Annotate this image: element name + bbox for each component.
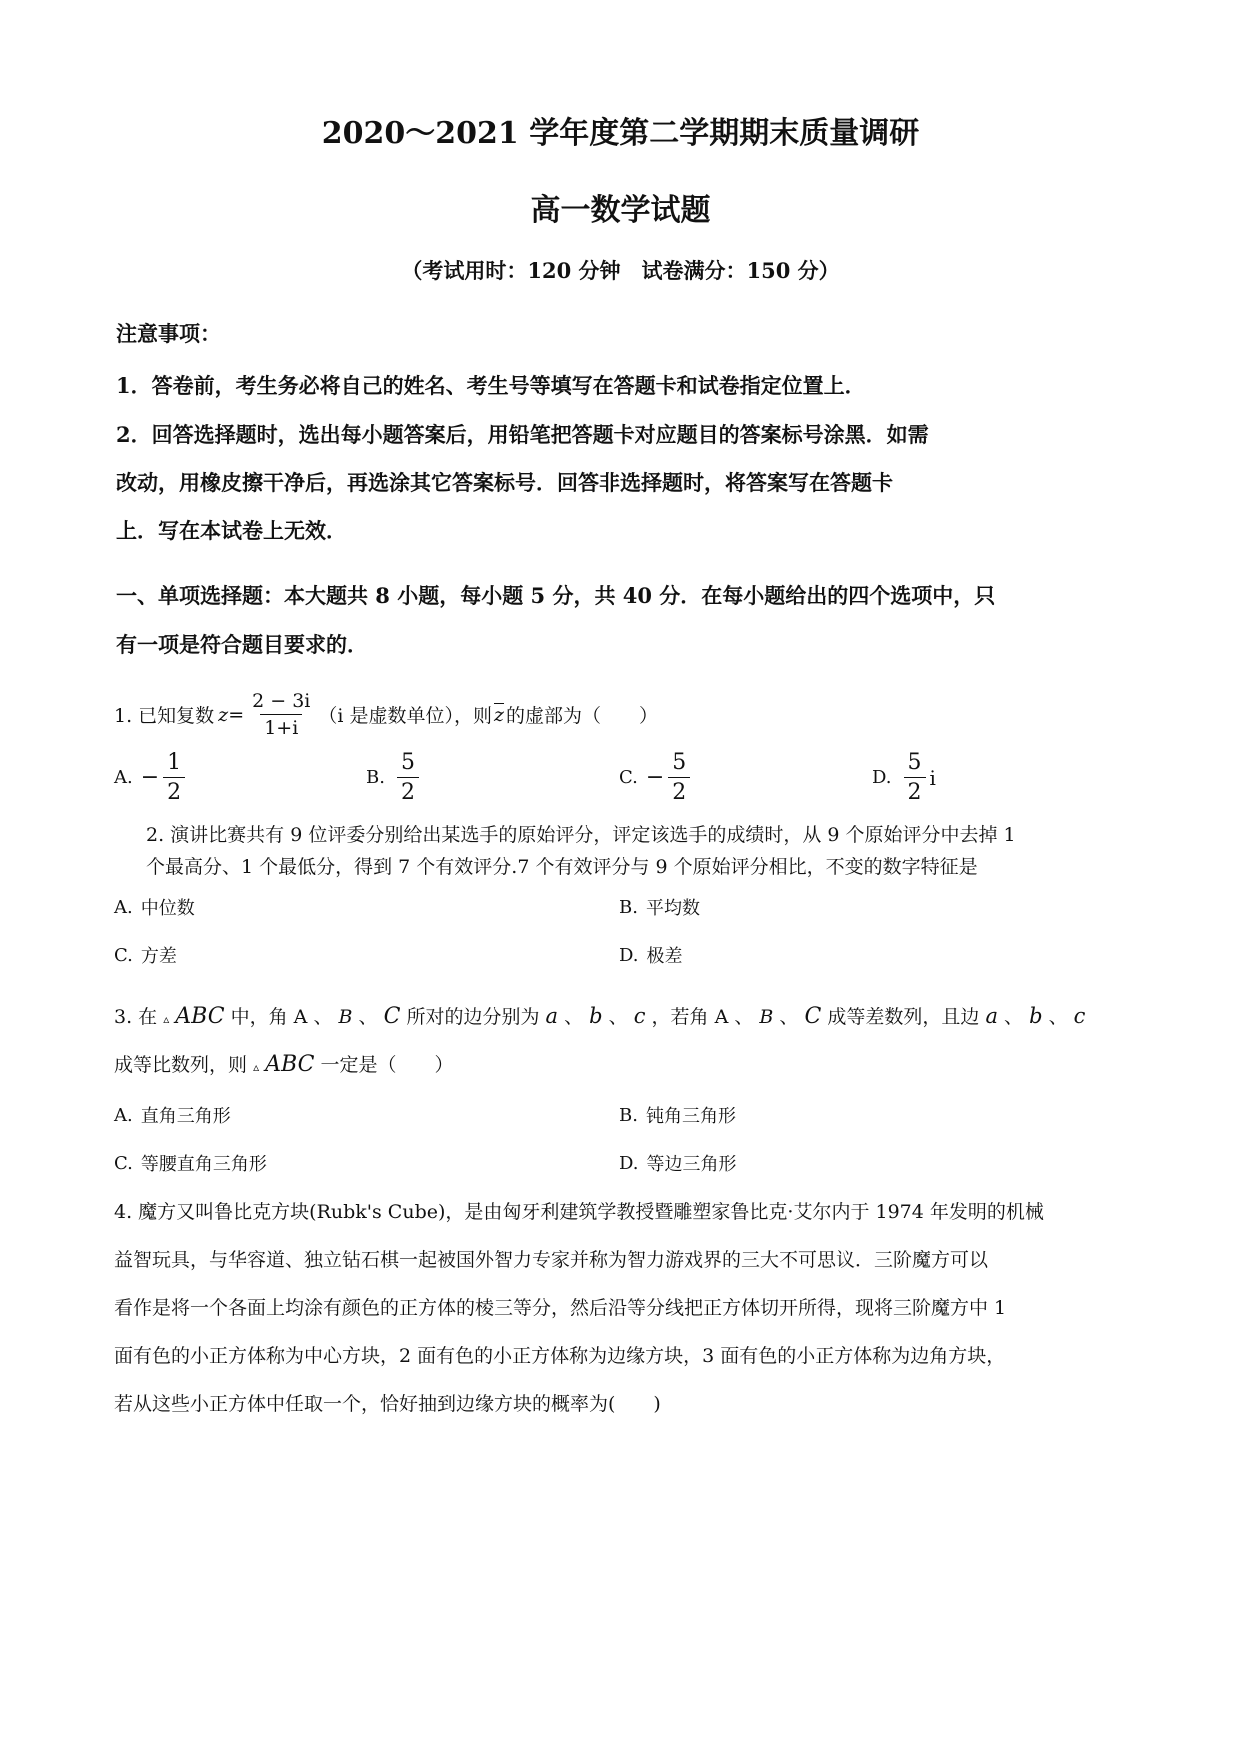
q3-option-a[interactable] — [114, 1102, 231, 1128]
q3-option-c[interactable] — [114, 1150, 267, 1176]
q3-option-text: 等边三角形 — [646, 1154, 737, 1175]
q1-fraction — [248, 690, 314, 739]
q1-mid: （i 是虚数单位），则 — [318, 705, 492, 727]
question-4-line-1: 4. 魔方又叫鲁比克方块(Rubk's Cube)，是由匈牙利建筑学教授暨雕塑家鲁比克·艾尔内于 1974 年发明的机械 — [114, 1201, 1044, 1223]
q1-option-numerator: 5 — [672, 750, 687, 775]
q2-option-label: A. — [114, 896, 133, 918]
q2-option-text: 方差 — [140, 946, 177, 967]
q2-option-a[interactable] — [114, 894, 195, 920]
q3-var: C — [804, 1004, 822, 1029]
note-item-2-line-1: 2．回答选择题时，选出每小题答案后，用铅笔把答题卡对应题目的答案标号涂黑．如需 — [116, 422, 929, 447]
question-3-line-1 — [114, 1002, 1085, 1029]
q3-text: 、 — [1048, 1006, 1068, 1028]
section-1-header-line-1: 一、单项选择题：本大题共 8 小题，每小题 5 分，共 40 分．在每小题给出的四个选项中，只 — [116, 583, 996, 608]
q1-option-tail: i — [929, 765, 936, 790]
q2-option-text: 极差 — [646, 946, 683, 967]
q1-option-sign: − — [140, 765, 160, 790]
q1-fraction-denominator: 1+i — [260, 714, 302, 739]
question-2-line-1: 2. 演讲比赛共有 9 位评委分别给出某选手的原始评分，评定该选手的成绩时，从 9 个原始评分中去掉 1 — [146, 824, 1016, 846]
q3-text: 、 — [608, 1006, 628, 1028]
q1-option-d[interactable] — [872, 750, 936, 805]
q3-var: B — [338, 1006, 353, 1028]
q1-option-sign: − — [645, 765, 665, 790]
q3-var: c — [1073, 1004, 1086, 1028]
q3-text: 、 — [358, 1006, 378, 1028]
q3-text: 所对的边分别为 — [406, 1006, 540, 1028]
question-4-line-4: 面有色的小正方体称为中心方块，2 面有色的小正方体称为边缘方块，3 面有色的小正方体称为边角方块， — [114, 1345, 1006, 1367]
q3-option-text: 等腰直角三角形 — [140, 1154, 267, 1175]
q1-suffix: 的虚部为（ ） — [506, 705, 659, 727]
q1-option-numerator: 5 — [400, 750, 415, 775]
note-item-2-line-2: 改动，用橡皮擦干净后，再选涂其它答案标号．回答非选择题时，将答案写在答题卡 — [116, 470, 893, 495]
q2-option-label: C. — [114, 944, 133, 966]
question-4-line-2: 益智玩具，与华容道、独立钻石棋一起被国外智力专家并称为智力游戏界的三大不可思议．三阶魔方可以 — [114, 1249, 989, 1271]
q1-option-a[interactable] — [114, 750, 189, 805]
exam-title: 2020～2021 学年度第二学期期末质量调研 — [321, 116, 920, 151]
question-4-line-3: 看作是将一个各面上均涂有颜色的正方体的棱三等分，然后沿等分线把正方体切开所得，现将三阶魔方中 1 — [114, 1297, 1007, 1319]
q3-option-text: 钝角三角形 — [645, 1106, 736, 1127]
q1-prefix: 1. 已知复数 — [114, 705, 215, 727]
q1-option-denominator: 2 — [904, 777, 926, 805]
q2-option-d[interactable] — [619, 942, 683, 968]
triangle-icon: ▵ — [253, 1060, 260, 1074]
q3-var: b — [589, 1004, 603, 1028]
question-4-line-5: 若从这些小正方体中任取一个，恰好抽到边缘方块的概率为( ) — [114, 1393, 661, 1415]
question-3-line-2 — [114, 1050, 454, 1077]
q2-option-label: D. — [619, 944, 639, 966]
q1-option-label: B. — [366, 767, 385, 788]
q2-option-text: 中位数 — [140, 898, 195, 919]
q1-option-fraction — [397, 750, 419, 805]
triangle-icon: ▵ — [163, 1012, 170, 1026]
q3-option-label: C. — [114, 1152, 133, 1174]
q3-var: C — [383, 1004, 401, 1029]
q3-var: B — [759, 1006, 774, 1028]
q1-zbar: $\overline{z}$ — [494, 703, 505, 726]
q3-abc: ABC — [175, 1004, 225, 1029]
q3-var: b — [1029, 1004, 1043, 1028]
q3-text: 、 — [1004, 1006, 1024, 1028]
q3-text: 、 — [564, 1006, 584, 1028]
q1-option-fraction — [163, 750, 185, 805]
q1-option-numerator: 5 — [907, 750, 922, 775]
q1-option-fraction — [904, 750, 926, 805]
q3-text: 3. 在 — [114, 1006, 158, 1028]
q1-option-c[interactable] — [619, 750, 694, 805]
note-item-2-line-3: 上．写在本试卷上无效． — [116, 518, 347, 543]
q3-text: 一定是（ ） — [320, 1054, 454, 1076]
q1-option-b[interactable] — [366, 750, 423, 805]
question-2-line-2: 个最高分、1 个最低分，得到 7 个有效评分.7 个有效评分与 9 个原始评分相比，不变的数字特征是 — [146, 856, 978, 878]
q1-option-denominator: 2 — [163, 777, 185, 805]
q3-text: 成等比数列，则 — [114, 1054, 248, 1076]
q1-equals: = — [228, 703, 245, 726]
exam-subtitle: 高一数学试题 — [530, 193, 711, 228]
q1-option-denominator: 2 — [397, 777, 419, 805]
q2-option-label: B. — [619, 896, 638, 918]
q2-option-text: 平均数 — [645, 898, 700, 919]
q3-var: a — [545, 1004, 559, 1028]
q1-option-denominator: 2 — [668, 777, 690, 805]
q3-text: ，若角 A 、 — [651, 1006, 754, 1028]
q3-var: a — [985, 1004, 998, 1028]
q3-option-text: 直角三角形 — [140, 1106, 231, 1127]
notes-heading: 注意事项： — [116, 321, 221, 346]
q1-var-z: z — [218, 703, 229, 726]
q1-option-numerator: 1 — [167, 750, 182, 775]
exam-meta: （考试用时：120 分钟 试卷满分：150 分） — [401, 258, 840, 283]
q2-option-c[interactable] — [114, 942, 177, 968]
q3-option-label: D. — [619, 1152, 639, 1174]
q3-option-label: B. — [619, 1104, 638, 1126]
question-1 — [114, 690, 658, 739]
note-item-1: 1．答卷前，考生务必将自己的姓名、考生号等填写在答题卡和试卷指定位置上． — [116, 373, 866, 398]
q1-fraction-numerator: 2 − 3i — [252, 690, 311, 712]
q3-option-label: A. — [114, 1104, 133, 1126]
q2-option-b[interactable] — [619, 894, 700, 920]
q1-option-label: D. — [872, 767, 892, 788]
q3-text: 中，角 A 、 — [230, 1006, 333, 1028]
section-1-header-line-2: 有一项是符合题目要求的． — [116, 632, 368, 657]
q3-var: c — [633, 1004, 646, 1028]
q3-abc: ABC — [265, 1052, 315, 1077]
q1-option-fraction — [668, 750, 690, 805]
q3-text: 成等差数列，且边 — [827, 1006, 980, 1028]
q3-option-d[interactable] — [619, 1150, 737, 1176]
q1-option-label: C. — [619, 767, 638, 788]
q3-text: 、 — [779, 1006, 799, 1028]
q1-option-label: A. — [114, 767, 133, 788]
q3-option-b[interactable] — [619, 1102, 736, 1128]
